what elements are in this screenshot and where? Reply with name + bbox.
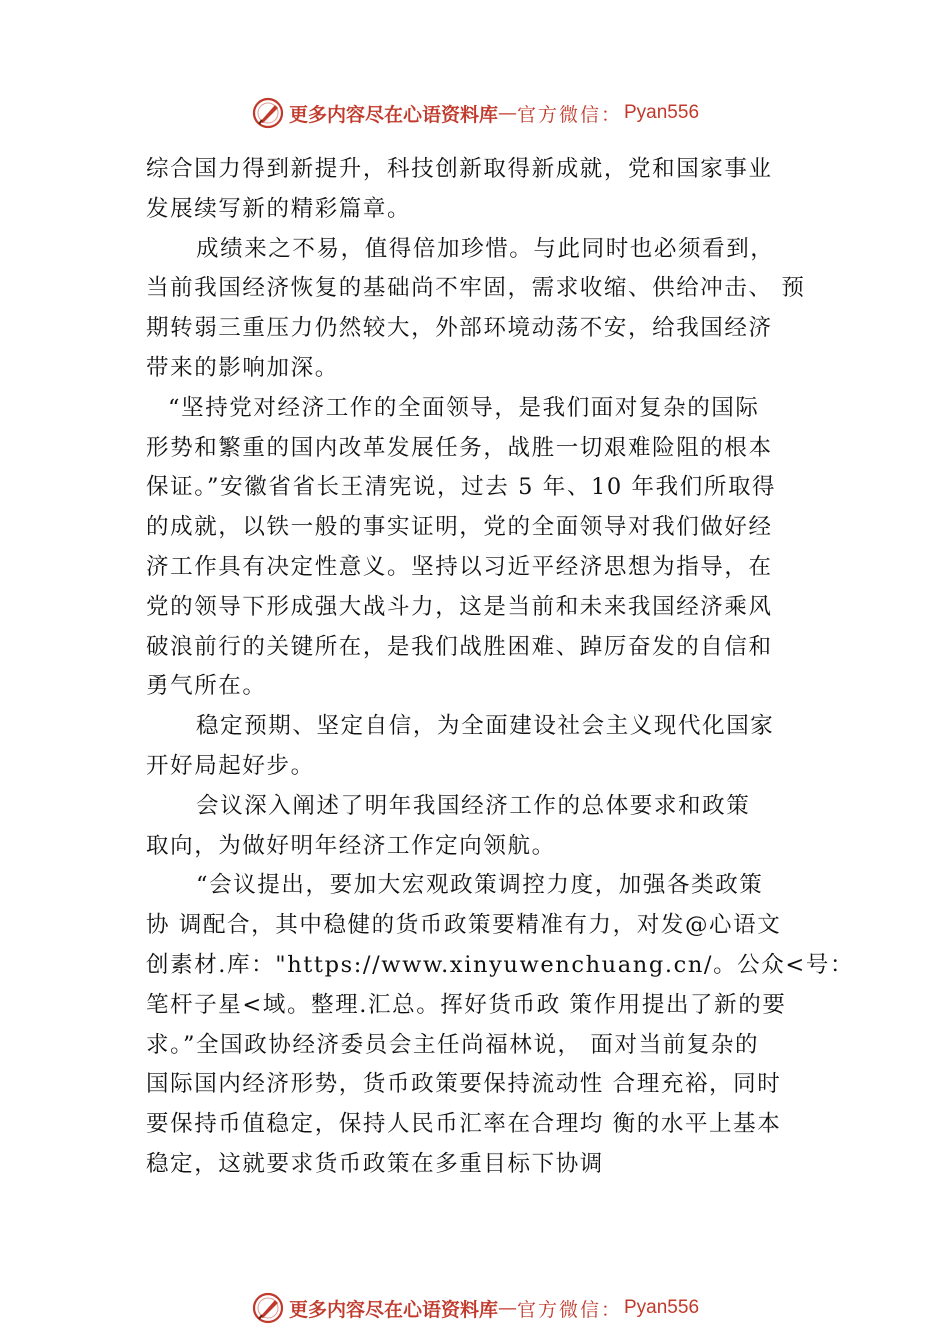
text-line: 求。”全国政协经济委员会主任尚福林说， 面对当前复杂的 xyxy=(146,1031,760,1058)
document-body xyxy=(146,150,855,1185)
text-line: 稳定，这就要求货币政策在多重目标下协调 xyxy=(146,1150,604,1177)
text-line: 综合国力得到新提升，科技创新取得新成就，党和国家事业 xyxy=(146,156,773,182)
text-line: 开好局起好步。 xyxy=(146,752,315,779)
text-line: 济工作具有决定性意义。坚持以习近平经济思想为指导，在 xyxy=(146,553,773,580)
banner-main-text: 更多内容尽在心语资料库 xyxy=(288,103,498,126)
text-line: 取向，为做好明年经济工作定向领航。 xyxy=(146,832,556,859)
text-line: 保证。”安徽省省长王清宪说，过去 5 年、10 年我们所取得 xyxy=(146,474,777,501)
text-line: “坚持党对经济工作的全面领导，是我们面对复杂的国际 xyxy=(168,394,760,421)
text-line: 期转弱三重压力仍然较大，外部环境动荡不安，给我国经济 xyxy=(146,315,773,342)
banner-main-text: 更多内容尽在心语资料库 xyxy=(288,1298,498,1321)
text-line: 会议深入阐述了明年我国经济工作的总体要求和政策 xyxy=(196,792,751,819)
banner-wechat-handle: Pyan556 xyxy=(624,1297,700,1318)
banner-wechat-label: 官方微信： xyxy=(516,1298,622,1321)
banner-wechat-handle: Pyan556 xyxy=(624,102,700,123)
quill-pen-logo-icon xyxy=(251,96,285,130)
text-line: 成绩来之不易，值得倍加珍惜。与此同时也必须看到， xyxy=(196,235,775,262)
quill-pen-logo-icon xyxy=(251,1291,285,1325)
footer-watermark-banner xyxy=(0,1288,950,1328)
banner-separator: — xyxy=(497,1297,517,1319)
text-line: 创素材.库："https://www.xinyuwenchuang.cn/。公众<号： xyxy=(146,951,855,978)
text-line: 的成就，以铁一般的事实证明，党的全面领导对我们做好经 xyxy=(146,514,773,541)
text-line: 要保持币值稳定，保持人民币汇率在合理均 衡的水平上基本 xyxy=(146,1111,782,1138)
text-line: 党的领导下形成强大战斗力，这是当前和未来我国经济乘风 xyxy=(146,593,773,620)
text-line: 当前我国经济恢复的基础尚不牢固，需求收缩、供给冲击、 预 xyxy=(146,275,806,302)
text-line: 笔杆子星<域。整理.汇总。挥好货币政 策作用提出了新的要 xyxy=(146,991,787,1018)
paragraph xyxy=(146,389,826,707)
text-line: 形势和繁重的国内改革发展任务，战胜一切艰难险阻的根本 xyxy=(146,434,773,461)
text-line: 国际国内经济形势，货币政策要保持流动性 合理充裕，同时 xyxy=(146,1071,782,1098)
paragraph xyxy=(146,150,826,230)
text-line: 破浪前行的关键所在，是我们战胜困难、踔厉奋发的自信和 xyxy=(146,633,773,660)
paragraph xyxy=(146,230,826,389)
header-watermark-banner xyxy=(0,93,950,133)
banner-separator: — xyxy=(497,102,517,124)
text-line: 稳定预期、坚定自信，为全面建设社会主义现代化国家 xyxy=(196,713,775,740)
banner-wechat-label: 官方微信： xyxy=(516,103,622,126)
text-line: “会议提出，要加大宏观政策调控力度，加强各类政策 xyxy=(196,872,764,899)
text-line: 带来的影响加深。 xyxy=(146,354,339,381)
paragraph xyxy=(146,707,826,787)
paragraph xyxy=(146,866,855,1184)
text-line: 发展续写新的精彩篇章。 xyxy=(146,195,412,222)
text-line: 勇气所在。 xyxy=(146,673,267,700)
paragraph xyxy=(146,787,826,867)
text-line: 协 调配合，其中稳健的货币政策要精准有力，对发@心语文 xyxy=(146,912,782,939)
